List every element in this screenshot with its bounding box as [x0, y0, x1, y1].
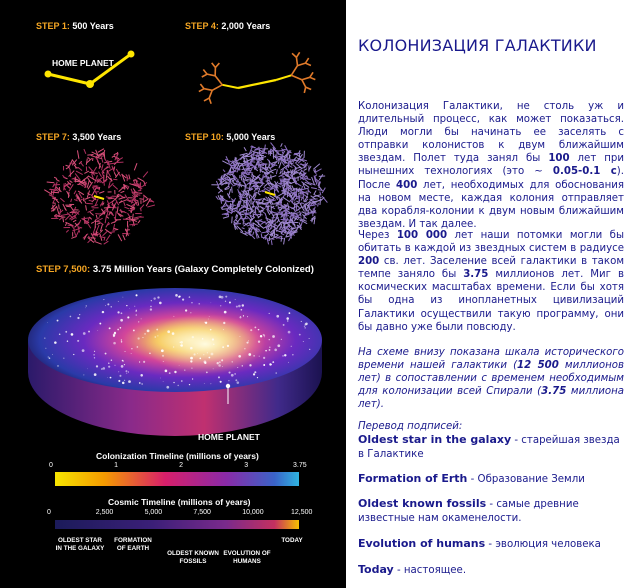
step-7-label: STEP 7: 3,500 Years [36, 132, 122, 142]
paragraph-1: Колонизация Галактики, не столь уж и длительный процесс, как может показаться. Люди могли бы начинать ее заселять с отправки колонистов к двум ближайшим звездам. Полет туда занял бы 100 лет при нынешних технологиях (это ~ 0.05-0.1 c). После 400 лет, необходимых для обоснования на новом месте, каждая колония отправляет два корабля-колонии к двум новым ближайшим звездам. И так далее. [358, 101, 624, 230]
colonization-tick-label: 0 [49, 462, 53, 469]
article-title: КОЛОНИЗАЦИЯ ГАЛАКТИКИ [358, 36, 597, 55]
glossary-item-evolution: Evolution of humans - эволюция человека [358, 537, 601, 550]
step-7-diagram [34, 144, 164, 250]
cosmic-event-label: EVOLUTION OF HUMANS [223, 550, 271, 565]
paragraph-2: Через 100 000 лет наши потомки могли бы обитать в каждой из звездных систем в радиусе 200 св. лет. Заселение всей галактики в таком темпе заняло бы 3.75 миллионов лет. Миг в космических масштабах времени. Если бы хотя бы одна из инопланетных цивилизаций Галактики осуществили такую программу, они бы давно уже были повсюду. [358, 230, 624, 333]
glossary-item-oldest-star: Oldest star in the galaxy - старейшая звезда в Галактике [358, 433, 620, 460]
step-10-diagram [205, 140, 335, 246]
cosmic-tick-label: 12,500 [291, 509, 313, 516]
glossary-item-fossils: Oldest known fossils - самые древние известные нам окаменелости. [358, 497, 579, 524]
star-dot [45, 71, 52, 78]
cosmic-timeline-title: Cosmic Timeline (millions of years) [108, 497, 251, 507]
home-star-dot [86, 80, 94, 88]
cosmic-event-label: OLDEST KNOWN FOSSILS [167, 550, 219, 565]
paragraph-3: На схеме внизу показана шкала исторического времени нашей галактики (12 500 миллионов лет) в сопоставлении с временем необходимым для колонизации всей Спирали (3.75 миллиона лет). [358, 347, 624, 411]
home-planet-label-galaxy: HOME PLANET [198, 432, 260, 442]
colonization-tick-label: 1 [114, 462, 118, 469]
cosmic-event-label: FORMATION OF EARTH [114, 537, 152, 552]
glossary-item-formation: Formation of Erth - Образование Земли [358, 472, 585, 485]
step-4-diagram [198, 36, 320, 118]
cosmic-event-label: TODAY [281, 537, 303, 544]
cosmic-tick-label: 5,000 [144, 509, 163, 516]
colonization-tick-label: 3.75 [293, 462, 307, 469]
step-10-label: STEP 10: 5,000 Years [185, 132, 276, 142]
colonization-timeline-bar [55, 472, 299, 486]
cosmic-tick-label: 2,500 [95, 509, 114, 516]
galaxy-disc [20, 280, 330, 450]
cosmic-tick-label: 10,000 [242, 509, 264, 516]
colonization-tick-label: 3 [244, 462, 249, 469]
star-dot [128, 51, 135, 58]
step-7500-label: STEP 7,500: 3.75 Million Years (Galaxy Completely Colonized) [36, 264, 314, 275]
glossary-item-today: Today - настоящее. [358, 563, 467, 576]
home-planet-label-top: HOME PLANET [52, 58, 114, 68]
article [352, 0, 634, 588]
colonization-tick-label: 2 [179, 462, 184, 469]
step-1-diagram [30, 38, 150, 98]
step-4-label: STEP 4: 2,000 Years [185, 21, 271, 31]
cosmic-tick-label: 0 [47, 509, 51, 516]
colonization-timeline-title: Colonization Timeline (millions of years) [96, 451, 259, 461]
home-planet-marker [226, 384, 230, 388]
translation-heading: Перевод подписей: [358, 421, 463, 432]
cosmic-event-label: OLDEST STAR IN THE GALAXY [55, 537, 105, 552]
cosmic-timeline-bar [55, 520, 299, 529]
step-1-label: STEP 1: 500 Years [36, 21, 114, 31]
cosmic-tick-label: 7,500 [193, 509, 211, 516]
